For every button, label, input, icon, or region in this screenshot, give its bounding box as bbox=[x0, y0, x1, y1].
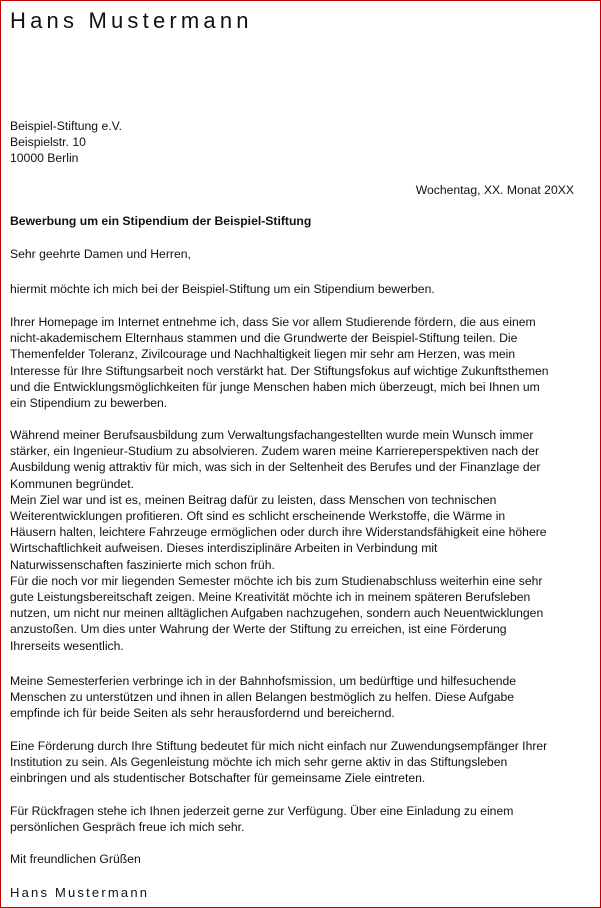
paragraph-1: Ihrer Homepage im Internet entnehme ich, dass Sie vor allem Studierende fördern, die aus einem nicht-akademischem Elternhaus stammen und die Grundwerte der Beispiel-Stiftung teilen. Die Themenfelder Toleranz, Zivilcourage und Nachhaltigkeit liegen mir sehr am Herzen, was mein Interesse für Ihre Stiftungsarbeit noch verstärkt hat. Der Stiftungsfokus auf wichtige Zukunftsthemen und die Entwicklungsmöglichkeiten für junge Menschen haben mich überzeugt, mich bei Ihnen um ein Stipendium zu bewerben. bbox=[10, 315, 549, 411]
paragraph-5: Für Rückfragen stehe ich Ihnen jederzeit gerne zur Verfügung. Über eine Einladung zu einem persönlichen Gespräch freue ich mich sehr. bbox=[10, 804, 514, 835]
recipient-address bbox=[10, 118, 122, 166]
letter-date: Wochentag, XX. Monat 20XX bbox=[415, 183, 574, 197]
paragraph-3: Meine Semesterferien verbringe ich in der Bahnhofsmission, um bedürftige und hilfesuchende Menschen zu unterstützen und ihnen in allen Belangen bestmöglich zu helfen. Diese Aufgabe empfinde ich für beide Seiten als sehr herausfordernd und bereichernd. bbox=[10, 674, 517, 721]
signature-name: Hans Mustermann bbox=[10, 885, 150, 900]
intro-paragraph: hiermit möchte ich mich bei der Beispiel-Stiftung um ein Stipendium bewerben. bbox=[10, 282, 435, 296]
subject-line: Bewerbung um ein Stipendium der Beispiel-Stiftung bbox=[10, 214, 312, 228]
recipient-line-1: Beispiel-Stiftung e.V. bbox=[10, 119, 123, 133]
paragraph-2: Während meiner Berufsausbildung zum Verwaltungsfachangestellten wurde mein Wunsch immer stärker, ein Ingenieur-Studium zu absolvieren. Zudem waren meine Karriereperspektiven nach der Ausbildung wenig attraktiv für mich, was sich in der Seltenheit des Berufes und der Finanzlage der Kommunen begründet. Mein Ziel war und ist es, meinen Beitrag dafür zu leisten, dass Menschen von technischen Weiterentwicklungen profitieren. Oft sind es schlicht erscheinende Werkstoffe, die Wärme in Häusern halten, leichtere Fahrzeuge ermöglichen oder durch ihre Widerstandsfähigkeit eine höhere Wirtschaftlichkeit aufweisen. Dieses interdisziplinäre Arbeiten in Verbindung mit Naturwissenschaften faszinierte mich schon früh. Für die noch vor mir liegenden Semester möchte ich bis zum Studienabschluss weiterhin eine sehr gute Leistungsbereitschaft zeigen. Meine Kreativität möchte ich in meinem späteren Berufsleben nutzen, um nicht nur meinen alltäglichen Aufgaben nachzugehen, sondern auch Neuentwicklungen anzustoßen. Um dies unter Wahrung der Werte der Stiftung zu erreichen, ist eine Förderung Ihrerseits wesentlich. bbox=[10, 428, 547, 653]
paragraph-4: Eine Förderung durch Ihre Stiftung bedeutet für mich nicht einfach nur Zuwendungsempfänger Ihrer Institution zu sein. Als Gegenleistung möchte ich mich sehr gerne aktiv in das Stiftungsleben einbringen und als studentischer Botschafter für gemeinsame Ziele eintreten. bbox=[10, 739, 548, 786]
recipient-line-3: 10000 Berlin bbox=[10, 151, 79, 165]
closing-line: Mit freundlichen Grüßen bbox=[10, 852, 141, 866]
salutation: Sehr geehrte Damen und Herren, bbox=[10, 247, 191, 261]
letterhead-name: Hans Mustermann bbox=[10, 8, 253, 33]
recipient-line-2: Beispielstr. 10 bbox=[10, 135, 86, 149]
